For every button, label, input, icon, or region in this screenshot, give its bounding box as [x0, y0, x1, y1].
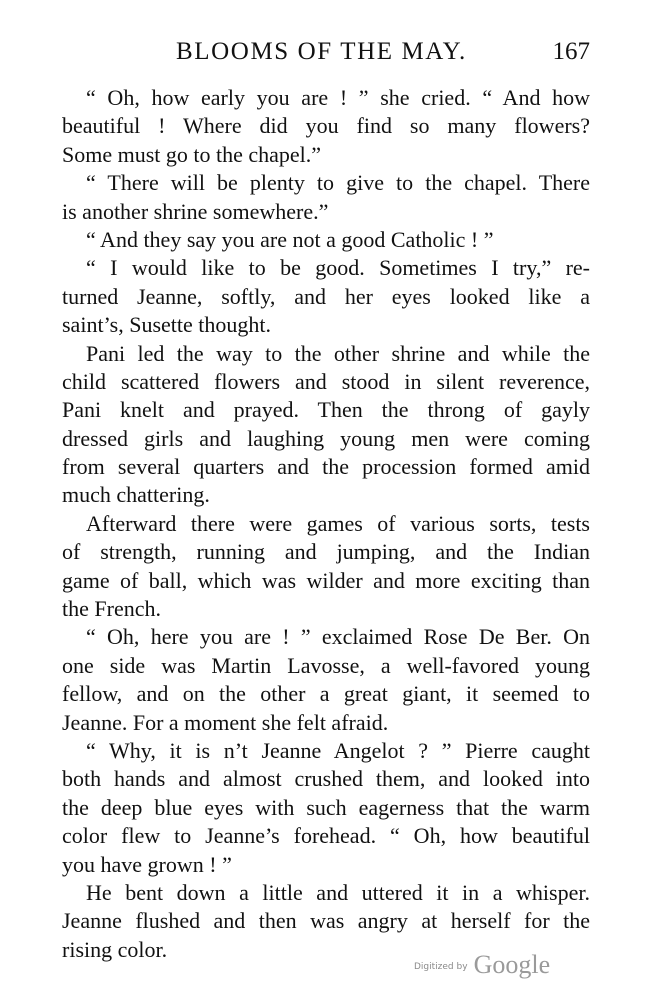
text-line: from several quarters and the procession formed amid	[62, 454, 590, 480]
body-text	[62, 84, 590, 964]
text-line: dressed girls and laughing young men were coming	[62, 425, 590, 451]
text-line: Afterward there were games of various sorts, tests	[86, 510, 590, 536]
text-line: is another shrine somewhere.”	[62, 198, 329, 224]
text-line: saint’s, Susette thought.	[62, 312, 271, 338]
text-line: color flew to Jeanne’s forehead. “ Oh, how beautiful	[62, 823, 590, 849]
text-line: of strength, running and jumping, and the Indian	[62, 539, 590, 565]
text-line: game of ball, which was wilder and more exciting than	[62, 567, 590, 593]
text-line: “ Oh, here you are ! ” exclaimed Rose De Ber. On	[86, 624, 590, 650]
text-line: the deep blue eyes with such eagerness that the warm	[62, 794, 590, 820]
text-line: fellow, and on the other a great giant, it seemed to	[62, 681, 590, 707]
text-line: Jeanne. For a moment she felt afraid.	[62, 709, 389, 735]
text-line: Some must go to the chapel.”	[62, 141, 322, 167]
text-line: “ Why, it is n’t Jeanne Angelot ? ” Pierre caught	[86, 737, 590, 763]
page-number: 167	[552, 38, 590, 65]
text-line: “ I would like to be good. Sometimes I try,” re-	[86, 255, 590, 281]
text-line: Pani led the way to the other shrine and while the	[86, 340, 590, 366]
digitized-watermark	[414, 950, 550, 980]
text-line: the French.	[62, 596, 161, 622]
text-line: turned Jeanne, softly, and her eyes looked like a	[62, 283, 590, 309]
google-logo: Google	[473, 950, 551, 979]
text-line: Pani knelt and prayed. Then the throng of gayly	[62, 397, 590, 423]
watermark-prefix: Digitized by	[414, 962, 468, 972]
text-line: both hands and almost crushed them, and looked into	[62, 766, 590, 792]
text-line: beautiful ! Where did you find so many flowers?	[62, 113, 590, 139]
running-head	[62, 38, 590, 72]
text-line: “ There will be plenty to give to the chapel. There	[86, 170, 590, 196]
text-line: Jeanne flushed and then was angry at herself for the	[62, 908, 590, 934]
page-title: BLOOMS OF THE MAY.	[176, 38, 467, 65]
text-line: “ Oh, how early you are ! ” she cried. “ And how	[86, 85, 590, 110]
text-line: child scattered flowers and stood in silent reverence,	[62, 368, 590, 394]
text-line: He bent down a little and uttered it in a whisper.	[86, 879, 590, 905]
text-line: one side was Martin Lavosse, a well-favored young	[62, 652, 590, 678]
text-line: rising color.	[62, 936, 168, 962]
text-line: much chattering.	[62, 482, 210, 508]
text-line: “ And they say you are not a good Catholic ! ”	[86, 226, 494, 252]
text-line: you have grown ! ”	[62, 851, 232, 877]
